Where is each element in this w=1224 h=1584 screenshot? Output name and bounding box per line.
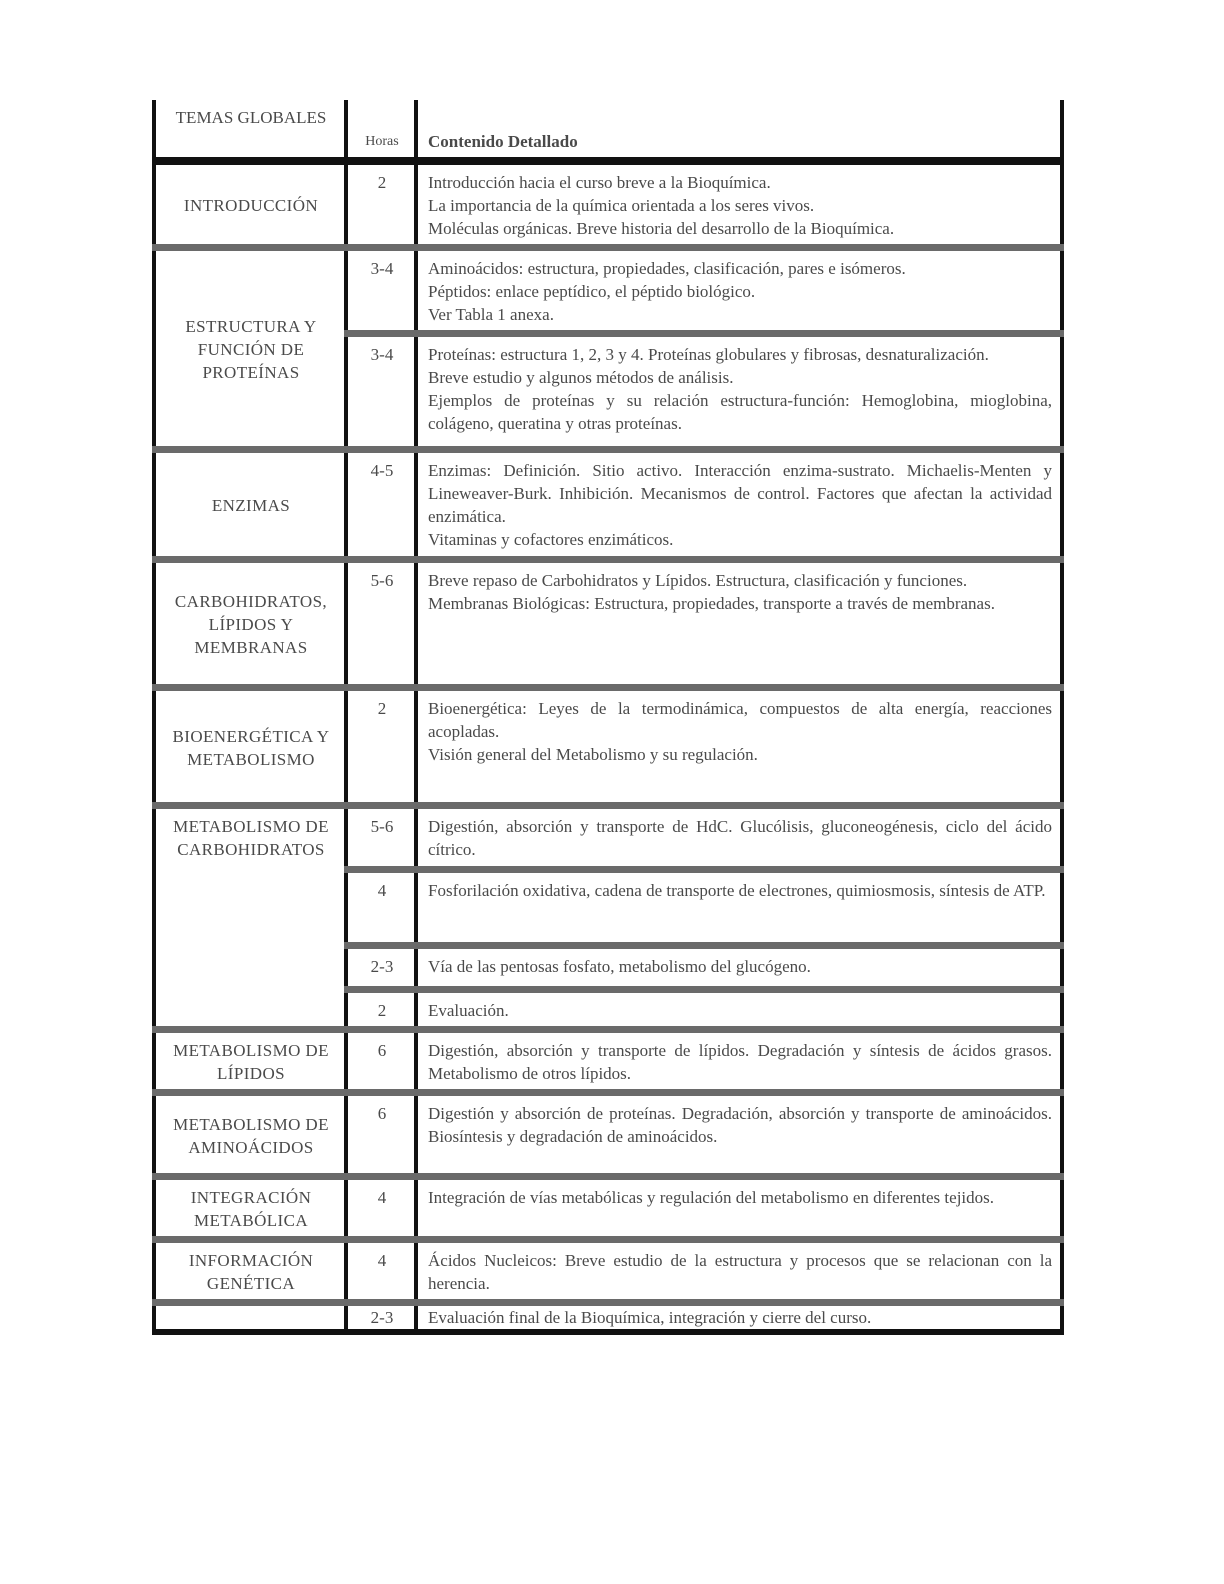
content-line: Evaluación.: [428, 1001, 509, 1020]
content-line: Ácidos Nucleicos: Breve estudio de la estructura y procesos que se relacionan con la herencia.: [428, 1251, 1052, 1293]
hours-cell: [346, 248, 416, 334]
hours-value: 5-6: [370, 571, 394, 590]
topic-label: METABOLISMO DE CARBOHIDRATOS: [173, 817, 329, 859]
table-header-row: [154, 100, 1062, 161]
hours-cell: [346, 450, 416, 560]
hours-value: 2: [377, 699, 387, 718]
content-cell: [416, 1240, 1062, 1303]
topic-cell: [154, 1093, 346, 1177]
content-cell: [416, 248, 1062, 334]
header-hours-label: Horas: [365, 134, 399, 149]
topic-label: BIOENERGÉTICA Y METABOLISMO: [172, 726, 330, 769]
content-cell: [416, 450, 1062, 560]
content-cell: [416, 560, 1062, 688]
hours-cell: [346, 1030, 416, 1093]
hours-cell: [346, 1093, 416, 1177]
content-line: Integración de vías metabólicas y regulación del metabolismo en diferentes tejidos.: [428, 1188, 995, 1207]
content-cell: [416, 334, 1062, 450]
topic-cell: [154, 560, 346, 688]
hours-value: 2: [377, 1001, 387, 1020]
topic-label: METABOLISMO DE LÍPIDOS: [173, 1041, 329, 1083]
hours-cell: [346, 946, 416, 990]
table-row: [154, 560, 1062, 688]
hours-cell: [346, 1177, 416, 1240]
topic-cell: [154, 450, 346, 560]
hours-cell: [346, 870, 416, 946]
content-line: Vía de las pentosas fosfato, metabolismo del glucógeno.: [428, 957, 811, 976]
table-row: [154, 161, 1062, 248]
content-line: Fosforilación oxidativa, cadena de transporte de electrones, quimiosmosis, síntesis de ATP.: [428, 881, 1046, 900]
hours-value: 2-3: [370, 957, 394, 976]
hours-value: 2: [377, 173, 387, 192]
topic-cell: [154, 1030, 346, 1093]
content-line: Digestión y absorción de proteínas. Degradación, absorción y transporte de aminoácidos. Biosíntesis y degradación de aminoácidos.: [428, 1104, 1052, 1146]
content-line: Introducción hacia el curso breve a la Bioquímica.: [428, 173, 771, 192]
content-line: Visión general del Metabolismo y su regulación.: [428, 745, 758, 764]
content-cell: [416, 946, 1062, 990]
content-cell: [416, 1030, 1062, 1093]
content-line: Evaluación final de la Bioquímica, integración y cierre del curso.: [428, 1308, 872, 1327]
hours-value: 3-4: [370, 345, 394, 364]
content-cell: [416, 688, 1062, 806]
content-line: Ver Tabla 1 anexa.: [428, 305, 554, 324]
topic-cell: [154, 1177, 346, 1240]
hours-value: 4: [377, 881, 387, 900]
content-line: Breve repaso de Carbohidratos y Lípidos. Estructura, clasificación y funciones.: [428, 571, 968, 590]
hours-cell: [346, 1303, 416, 1333]
table-row: [154, 1303, 1062, 1333]
content-cell: [416, 1093, 1062, 1177]
topic-cell: [154, 1303, 346, 1333]
table-row: [154, 806, 1062, 870]
content-cell: [416, 161, 1062, 248]
hours-value: 4: [377, 1251, 387, 1270]
header-hours: [346, 100, 416, 161]
hours-value: 6: [377, 1104, 387, 1123]
content-line: Moléculas orgánicas. Breve historia del desarrollo de la Bioquímica.: [428, 219, 895, 238]
table-row: [154, 248, 1062, 334]
table-row: [154, 1093, 1062, 1177]
topic-label: ENZIMAS: [211, 496, 291, 515]
topic-cell: [154, 248, 346, 450]
table-row: [154, 1030, 1062, 1093]
topic-label: INFORMACIÓN GENÉTICA: [188, 1251, 314, 1293]
content-line: Digestión, absorción y transporte de lípidos. Degradación y síntesis de ácidos grasos. Metabolismo de otros lípidos.: [428, 1041, 1052, 1083]
hours-cell: [346, 990, 416, 1030]
header-content: [416, 100, 1062, 161]
content-cell: [416, 806, 1062, 870]
content-line: Vitaminas y cofactores enzimáticos.: [428, 530, 674, 549]
content-line: Membranas Biológicas: Estructura, propiedades, transporte a través de membranas.: [428, 594, 995, 613]
hours-value: 5-6: [370, 817, 394, 836]
hours-value: 3-4: [370, 259, 394, 278]
hours-cell: [346, 334, 416, 450]
table-row: [154, 1240, 1062, 1303]
hours-cell: [346, 560, 416, 688]
content-cell: [416, 1303, 1062, 1333]
content-line: Bioenergética: Leyes de la termodinámica, compuestos de alta energía, reacciones acopladas.: [428, 699, 1052, 741]
hours-value: 2-3: [370, 1308, 394, 1327]
content-line: Péptidos: enlace peptídico, el péptido biológico.: [428, 282, 756, 301]
syllabus-table: [152, 100, 1064, 1335]
hours-value: 4: [377, 1188, 387, 1207]
content-line: Digestión, absorción y transporte de HdC. Glucólisis, gluconeogénesis, ciclo del ácido cítrico.: [428, 817, 1052, 859]
content-line: Breve estudio y algunos métodos de análisis.: [428, 368, 734, 387]
table-row: [154, 1177, 1062, 1240]
content-line: La importancia de la química orientada a los seres vivos.: [428, 196, 815, 215]
hours-cell: [346, 688, 416, 806]
header-content-label: Contenido Detallado: [428, 132, 578, 151]
topic-cell: [154, 161, 346, 248]
table-row: [154, 450, 1062, 560]
header-topic: [154, 100, 346, 161]
hours-value: 4-5: [370, 461, 394, 480]
content-cell: [416, 1177, 1062, 1240]
topic-label: INTEGRACIÓN METABÓLICA: [190, 1188, 312, 1230]
hours-cell: [346, 161, 416, 248]
topic-label: METABOLISMO DE AMINOÁCIDOS: [173, 1114, 329, 1157]
topic-label: CARBOHIDRATOS, LÍPIDOS Y MEMBRANAS: [174, 592, 328, 657]
content-line: Aminoácidos: estructura, propiedades, clasificación, pares e isómeros.: [428, 259, 906, 278]
content-line: Enzimas: Definición. Sitio activo. Interacción enzima-sustrato. Michaelis-Menten y Lineweaver-Burk. Inhibición. Mecanismos de control. Factores que afectan la actividad enzimática.: [428, 461, 1052, 526]
hours-cell: [346, 806, 416, 870]
content-line: Ejemplos de proteínas y su relación estructura-función: Hemoglobina, mioglobina, colágeno, queratina y otras proteínas.: [428, 391, 1052, 433]
hours-cell: [346, 1240, 416, 1303]
hours-value: 6: [377, 1041, 387, 1060]
topic-cell: [154, 688, 346, 806]
topic-label: ESTRUCTURA Y FUNCIÓN DE PROTEÍNAS: [185, 317, 317, 382]
content-cell: [416, 870, 1062, 946]
topic-label: INTRODUCCIÓN: [183, 196, 319, 215]
topic-cell: [154, 806, 346, 1030]
topic-cell: [154, 1240, 346, 1303]
content-line: Proteínas: estructura 1, 2, 3 y 4. Proteínas globulares y fibrosas, desnaturalización.: [428, 345, 989, 364]
content-cell: [416, 990, 1062, 1030]
header-topic-label: TEMAS GLOBALES: [175, 108, 327, 127]
table-row: [154, 688, 1062, 806]
